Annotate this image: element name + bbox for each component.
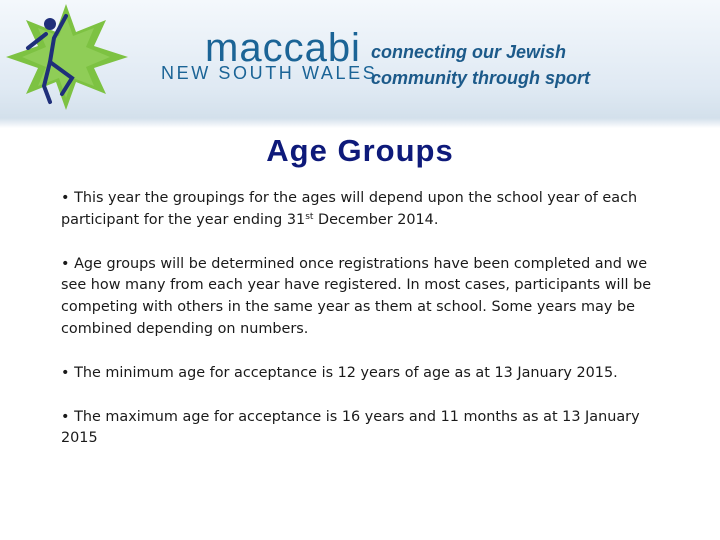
bullet-icon: • <box>61 408 70 425</box>
tagline <box>371 39 590 91</box>
brand-region: NEW SOUTH WALES <box>161 63 378 83</box>
bullet-paragraph <box>61 254 661 341</box>
brand-name: maccabi <box>205 26 361 70</box>
bullet-text: The minimum age for acceptance is 12 years of age as at 13 January 2015. <box>74 364 618 381</box>
bullet-icon: • <box>61 255 70 272</box>
bullet-paragraph <box>61 407 661 451</box>
slide-title: Age Groups <box>266 133 454 168</box>
header-banner <box>0 0 720 128</box>
bullet-icon: • <box>61 364 70 381</box>
bullet-paragraph <box>61 363 661 385</box>
slide-body <box>61 188 661 472</box>
bullet-icon: • <box>61 190 70 206</box>
ordinal-suffix: st <box>305 211 314 222</box>
maccabi-logo-icon <box>6 2 131 112</box>
bullet-text: This year the groupings for the ages will depend upon the school year of each participant for the year ending 31 <box>61 190 638 228</box>
tagline-line-2: community through sport <box>371 68 590 88</box>
bullet-paragraph <box>61 188 661 232</box>
bullet-text-end: December 2014. <box>313 211 439 228</box>
tagline-line-1: connecting our Jewish <box>371 42 567 62</box>
bullet-text: The maximum age for acceptance is 16 years and 11 months as at 13 January 2015 <box>61 408 640 447</box>
bullet-text: Age groups will be determined once registrations have been completed and we see how many from each year have registered. In most cases, participants will be competing with others in the same year as them at school. Some years may be combined depending on numbers. <box>61 255 652 337</box>
